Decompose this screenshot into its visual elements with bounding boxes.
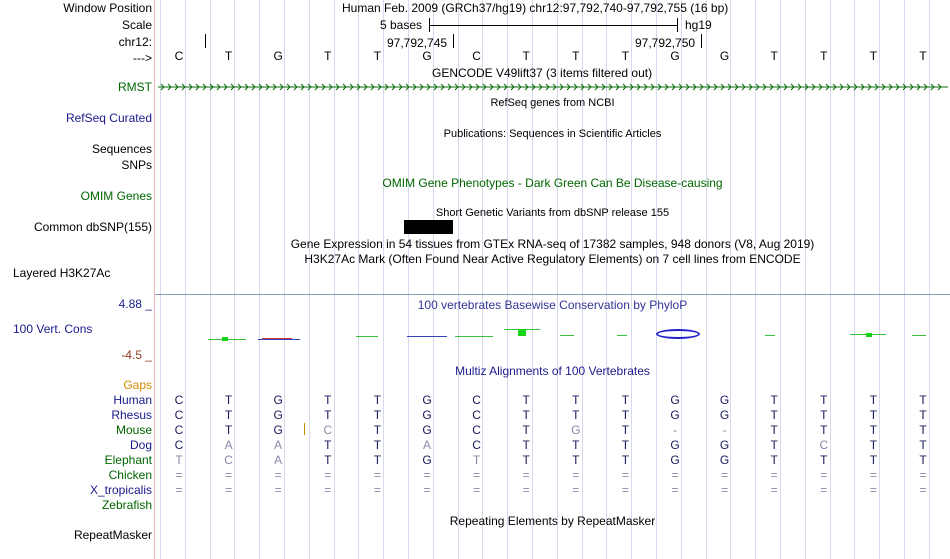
alignment-base: T — [522, 438, 530, 452]
phylop-score-mark — [617, 335, 627, 336]
alignment-base: C — [472, 393, 481, 407]
species-label[interactable]: Human — [113, 393, 152, 407]
alignment-base: T — [522, 453, 530, 467]
alignment-base: G — [670, 438, 680, 452]
alignment-base: = — [175, 468, 183, 482]
alignment-base: = — [820, 468, 828, 482]
alignment-base: A — [422, 438, 431, 452]
alignment-base: = — [820, 483, 828, 497]
alignment-base: T — [919, 423, 927, 437]
label-refseq-curated[interactable]: RefSeq Curated — [65, 111, 152, 125]
alignment-base: C — [472, 423, 481, 437]
alignment-base: = — [423, 483, 431, 497]
alignment-base: G — [719, 393, 730, 407]
alignment-base: T — [820, 423, 828, 437]
alignment-base: T — [869, 393, 878, 407]
coord-tick-2 — [701, 34, 702, 48]
alignment-base: = — [721, 483, 729, 497]
alignment-base: C — [819, 438, 829, 452]
alignment-base: T — [869, 408, 878, 422]
alignment-base: T — [770, 438, 778, 452]
alignment-base: = — [572, 468, 580, 482]
alignment-base: C — [472, 408, 481, 422]
coord-label-1: 97,792,745 — [387, 36, 448, 50]
alignment-base: T — [324, 408, 332, 422]
alignment-base: = — [175, 483, 183, 497]
alignment-base: C — [174, 438, 184, 452]
alignment-base: T — [224, 423, 233, 437]
window-position-text: Human Feb. 2009 (GRCh37/hg19) chr12:97,792,740-97,792,755 (16 bp) — [342, 1, 729, 15]
alignment-base: = — [373, 468, 381, 482]
phylop-score-mark — [356, 336, 378, 337]
label-repeatmasker[interactable]: RepeatMasker — [73, 528, 152, 542]
alignment-base: T — [919, 453, 927, 467]
alignment-base: T — [373, 438, 382, 452]
alignment-base: T — [820, 393, 828, 407]
alignment-base: C — [174, 408, 184, 422]
alignment-base: G — [422, 453, 432, 467]
alignment-base: T — [621, 423, 630, 437]
phylop-score-mark — [222, 337, 228, 341]
dbsnp-variant-block[interactable] — [404, 220, 453, 234]
alignment-base: = — [324, 483, 332, 497]
coord-tick-1 — [453, 34, 454, 48]
alignment-base: = — [770, 483, 778, 497]
alignment-base: G — [422, 408, 432, 422]
alignment-base: G — [670, 393, 680, 407]
alignment-base: T — [621, 438, 630, 452]
label-layered-h3k27ac[interactable]: Layered H3K27Ac — [13, 266, 111, 280]
alignment-base: = — [473, 468, 481, 482]
alignment-base: T — [224, 393, 233, 407]
alignment-base: G — [273, 393, 283, 407]
phylop-track-title[interactable]: 100 vertebrates Basewise Conservation by PhyloP — [417, 298, 688, 312]
gtex-track-title[interactable]: Gene Expression in 54 tissues from GTEx RNA-seq of 17382 samples, 948 donors (V8, Aug 2019) — [290, 237, 815, 251]
scale-bar-right-tick — [677, 18, 678, 32]
label-gaps[interactable]: Gaps — [123, 378, 152, 392]
phylop-score-mark — [258, 339, 300, 340]
sequence-base: T — [820, 49, 828, 63]
sequence-base: T — [869, 49, 878, 63]
label-chr: chr12: — [118, 35, 152, 49]
alignment-base: T — [572, 438, 580, 452]
species-label[interactable]: Elephant — [104, 453, 152, 467]
alignment-base: G — [719, 408, 730, 422]
alignment-base: G — [273, 408, 283, 422]
scale-bar — [429, 25, 677, 26]
alignment-base: = — [225, 468, 233, 482]
gap-marker — [304, 423, 305, 435]
alignment-base: = — [621, 483, 629, 497]
phylop-score-mark — [765, 335, 775, 336]
alignment-base: G — [670, 408, 680, 422]
alignment-base: G — [571, 423, 581, 437]
alignment-base: = — [274, 468, 282, 482]
alignment-base: = — [869, 483, 877, 497]
alignment-base: C — [472, 438, 481, 452]
species-label[interactable]: Zebrafish — [101, 498, 152, 512]
alignment-base: T — [572, 393, 580, 407]
track-label-panel — [0, 0, 154, 559]
sequence-base: T — [522, 49, 530, 63]
alignment-base: C — [174, 423, 184, 437]
alignment-base: T — [572, 453, 580, 467]
species-label[interactable]: Mouse — [115, 423, 152, 437]
alignment-base: = — [522, 483, 530, 497]
label-omim-genes[interactable]: OMIM Genes — [80, 189, 152, 203]
dbsnp-track-title[interactable]: Short Genetic Variants from dbSNP release 155 — [435, 207, 670, 219]
label-snps[interactable]: SNPs — [121, 158, 152, 172]
alignment-base: T — [324, 438, 332, 452]
alignment-base: C — [323, 423, 333, 437]
alignment-base: T — [770, 408, 778, 422]
coord-tick-start — [205, 34, 206, 48]
alignment-base: = — [225, 483, 233, 497]
publications-track-title[interactable]: Publications: Sequences in Scientific Articles — [443, 128, 662, 140]
alignment-base: = — [324, 468, 332, 482]
alignment-base: C — [224, 453, 233, 467]
alignment-base: T — [373, 423, 382, 437]
rmst-gene-feature[interactable] — [155, 82, 950, 92]
multiz-track-title[interactable]: Multiz Alignments of 100 Vertebrates — [455, 364, 650, 378]
scale-bar-left-tick — [429, 18, 430, 32]
alignment-base: T — [820, 453, 828, 467]
h3k27ac-track-title[interactable]: H3K27Ac Mark (Often Found Near Active Regulatory Elements) on 7 cell lines from ENCODE — [304, 252, 801, 266]
alignment-base: A — [274, 453, 283, 467]
alignment-base: = — [373, 483, 381, 497]
species-label[interactable]: Dog — [129, 438, 152, 452]
alignment-base: T — [621, 453, 630, 467]
alignment-base: T — [770, 393, 778, 407]
alignment-base: = — [473, 483, 481, 497]
alignment-base: C — [174, 393, 184, 407]
phylop-score-mark — [407, 336, 447, 337]
sequence-base: T — [224, 49, 233, 63]
alignment-base: T — [324, 393, 332, 407]
alignment-base: T — [572, 408, 580, 422]
alignment-base: = — [671, 483, 679, 497]
alignment-base: T — [770, 453, 778, 467]
alignment-base: = — [671, 468, 679, 482]
alignment-base: - — [673, 423, 677, 437]
alignment-base: T — [869, 438, 878, 452]
alignment-base: - — [722, 423, 727, 437]
phylop-score-mark — [262, 338, 292, 339]
alignment-base: T — [224, 408, 233, 422]
phylop-score-mark — [455, 336, 493, 337]
sequence-base: G — [719, 49, 730, 63]
gencode-track-title[interactable]: GENCODE V49lift37 (3 items filtered out) — [432, 66, 653, 80]
alignment-base: = — [423, 468, 431, 482]
sequence-base: T — [919, 49, 927, 63]
alignment-base: A — [224, 438, 233, 452]
alignment-base: T — [522, 393, 530, 407]
alignment-base: T — [373, 393, 382, 407]
alignment-base: G — [273, 423, 283, 437]
alignment-base: T — [621, 393, 630, 407]
alignment-base: = — [721, 468, 729, 482]
alignment-base: G — [719, 453, 730, 467]
alignment-base: T — [175, 453, 183, 467]
species-label[interactable]: Rhesus — [111, 408, 152, 422]
sequence-base: T — [770, 49, 778, 63]
alignment-base: = — [770, 468, 778, 482]
sequence-base: T — [324, 49, 332, 63]
sequence-base: G — [273, 49, 283, 63]
label-strand-arrow[interactable]: ---> — [133, 51, 152, 65]
sequence-base: C — [174, 49, 184, 63]
omim-track-title[interactable]: OMIM Gene Phenotypes - Dark Green Can Be Disease-causing — [382, 176, 723, 190]
alignment-base: = — [572, 483, 580, 497]
alignment-base: G — [422, 393, 432, 407]
label-vert-cons[interactable]: 100 Vert. Cons — [13, 322, 93, 336]
phylop-score-mark — [912, 335, 926, 336]
scale-label: 5 bases — [380, 18, 423, 32]
alignment-base: T — [472, 453, 481, 467]
alignment-base: T — [919, 438, 927, 452]
alignment-base: = — [919, 483, 927, 497]
label-cons-min: -4.5 _ — [121, 348, 152, 362]
refseq-track-title[interactable]: RefSeq genes from NCBI — [490, 97, 615, 109]
alignment-base: G — [719, 438, 730, 452]
alignment-base: T — [373, 408, 382, 422]
alignment-base: T — [869, 453, 878, 467]
phylop-score-mark — [866, 333, 872, 337]
alignment-base: T — [522, 423, 530, 437]
phylop-score-mark — [656, 329, 700, 339]
alignment-base: T — [869, 423, 878, 437]
label-rmst[interactable]: RMST — [118, 80, 152, 94]
assembly-label: hg19 — [685, 18, 712, 32]
sequence-base: G — [670, 49, 680, 63]
coord-label-2: 97,792,750 — [635, 36, 696, 50]
alignment-base: = — [274, 483, 282, 497]
label-sequences[interactable]: Sequences — [91, 142, 152, 156]
alignment-base: G — [670, 453, 680, 467]
label-common-dbsnp[interactable]: Common dbSNP(155) — [33, 220, 152, 234]
alignment-base: = — [919, 468, 927, 482]
alignment-base: T — [522, 408, 530, 422]
phylop-score-mark — [518, 329, 526, 336]
alignment-base: T — [621, 408, 630, 422]
label-window-position: Window Position — [63, 1, 152, 15]
sequence-base: T — [621, 49, 630, 63]
alignment-base: T — [373, 453, 382, 467]
alignment-base: T — [324, 453, 332, 467]
alignment-base: T — [770, 423, 778, 437]
repeatmasker-track-title[interactable]: Repeating Elements by RepeatMasker — [449, 514, 656, 528]
sequence-base: C — [472, 49, 481, 63]
label-scale: Scale — [121, 18, 152, 32]
alignment-base: T — [919, 393, 927, 407]
species-label[interactable]: Chicken — [108, 468, 152, 482]
species-label[interactable]: X_tropicalis — [89, 483, 152, 497]
sequence-base: T — [572, 49, 580, 63]
alignment-base: T — [820, 408, 828, 422]
label-cons-max: 4.88 _ — [118, 297, 152, 311]
track-separator — [155, 294, 950, 295]
alignment-base: = — [869, 468, 877, 482]
phylop-score-mark — [560, 335, 574, 336]
alignment-base: A — [274, 438, 283, 452]
sequence-base: G — [422, 49, 432, 63]
alignment-base: = — [621, 468, 629, 482]
sequence-base: T — [373, 49, 382, 63]
alignment-base: G — [422, 423, 432, 437]
alignment-base: = — [522, 468, 530, 482]
alignment-base: T — [919, 408, 927, 422]
